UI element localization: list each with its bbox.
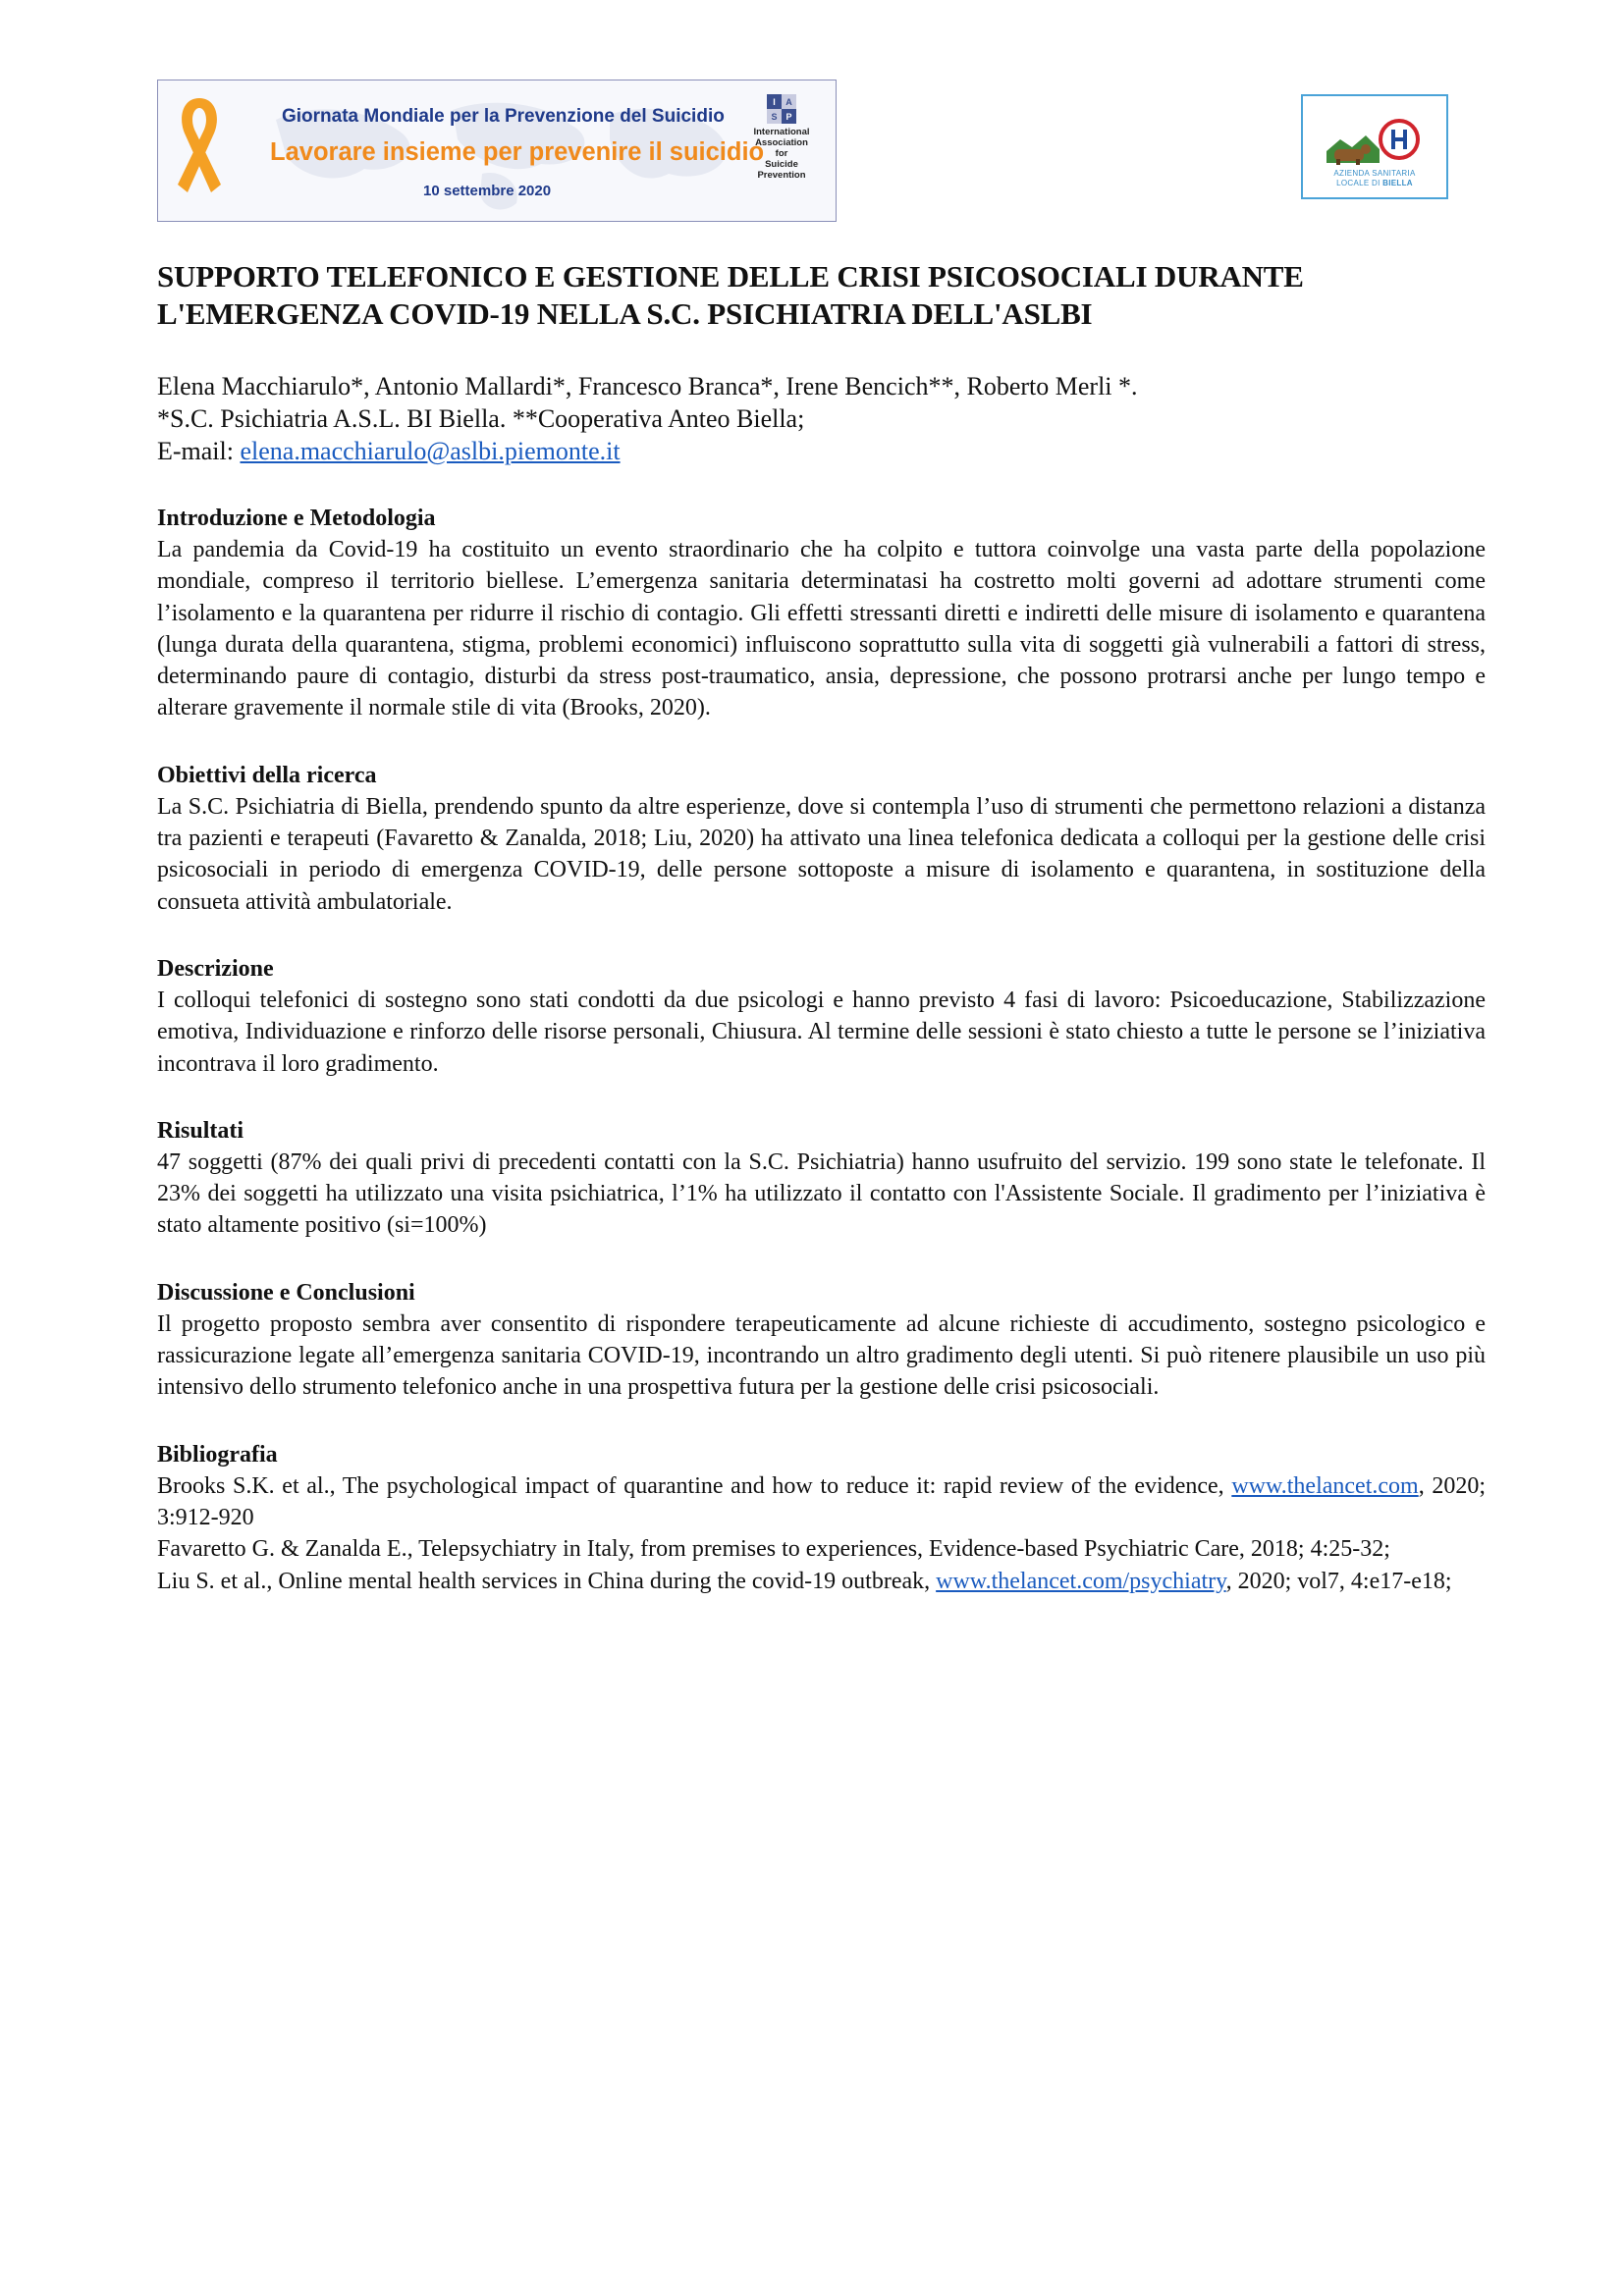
bib-link[interactable]: www.thelancet.com bbox=[1231, 1472, 1419, 1499]
bib-text: , 2020; 3:912-920 bbox=[157, 1472, 1487, 1530]
title-line: L'EMERGENZA COVID-19 NELLA S.C. PSICHIATRIA DELL'ASLBI bbox=[157, 296, 1093, 331]
authors: Elena Macchiarulo*, Antonio Mallardi*, Francesco Branca*, Irene Bencich**, Roberto Merli *. bbox=[157, 372, 1138, 400]
email-label: E-mail: bbox=[157, 437, 241, 465]
iasp-name-line: Prevention bbox=[757, 170, 806, 181]
iasp-name-line: Association bbox=[755, 137, 808, 148]
awareness-ribbon-icon bbox=[172, 94, 227, 208]
document-body bbox=[157, 258, 1486, 1597]
bibliography-item bbox=[157, 1470, 1486, 1534]
bib-text: Brooks S.K. et al., The psychological impact of quarantine and how to reduce it: rapid review of the evidence, bbox=[157, 1472, 1232, 1499]
iasp-letter-p: P bbox=[785, 112, 792, 122]
banner-date: 10 settembre 2020 bbox=[423, 183, 552, 199]
section-body: La pandemia da Covid-19 ha costituito un evento straordinario che ha colpito e tuttora coinvolge una vasta parte della popolazione mondiale, compreso il territorio biellese. L’emergenza sanitaria determinatasi ha costretto molti governi ad adottare strumenti come l’isolamento e la quarantena per ridurre il rischio di contagio. Gli effetti stressanti diretti e indiretti delle misure di isolamento e quarantena (lunga durata della quarantena, stigma, problemi economici) influiscono soprattutto sulla vita di soggetti già vulnerabili a fattori di stress, determinando paure di contagio, disturbi da stress post-traumatico, ansia, depressione, che possono protrarsi anche per lungo tempo e alterare gravemente il normale stile di vita (Brooks, 2020). bbox=[157, 537, 1486, 721]
email-line bbox=[157, 435, 1486, 467]
section-body: I colloqui telefonici di sostegno sono stati condotti da due psicologi e hanno previsto 4 fasi di lavoro: Psicoeducazione, Stabilizzazione emotiva, Individuazione e rinforzo delle risorse personali, Chiusura. Al termine delle sessioni è stato chiesto a tutte le persone se l’iniziativa incontrava il loro gradimento. bbox=[157, 987, 1486, 1077]
section-body: La S.C. Psichiatria di Biella, prendendo spunto da altre esperienze, dove si contempla l’uso di strumenti che permettono relazioni a distanza tra pazienti e terapeuti (Favaretto & Zanalda, 2018; Liu, 2020) ha attivato una linea telefonica dedicata a colloqui per la gestione delle crisi psicosociali in periodo di emergenza COVID-19, delle persone sottoposte a misure di isolamento e quarantena, in sostituzione della consueta attività ambulatoriale. bbox=[157, 793, 1486, 915]
section-results bbox=[157, 1115, 1486, 1242]
asl-biella-logo bbox=[1301, 94, 1448, 199]
section-heading: Discussione e Conclusioni bbox=[157, 1279, 415, 1306]
iasp-name-line: Suicide bbox=[765, 159, 798, 170]
title-line: SUPPORTO TELEFONICO E GESTIONE DELLE CRISI PSICOSOCIALI DURANTE bbox=[157, 259, 1304, 294]
iasp-letter-a: A bbox=[785, 97, 792, 107]
bib-text: , 2020; vol7, 4:e17-e18; bbox=[1225, 1568, 1452, 1594]
bib-text: Favaretto G. & Zanalda E., Telepsychiatry in Italy, from premises to experiences, Evidence-based Psychiatric Care, 2018; 4:25-32; bbox=[157, 1536, 1390, 1563]
section-introduction bbox=[157, 503, 1486, 724]
section-description bbox=[157, 953, 1486, 1080]
asl-caption bbox=[1303, 169, 1446, 188]
iasp-name bbox=[745, 127, 818, 181]
section-heading: Obiettivi della ricerca bbox=[157, 762, 377, 788]
section-bibliography bbox=[157, 1439, 1486, 1597]
section-discussion bbox=[157, 1277, 1486, 1404]
section-heading: Introduzione e Metodologia bbox=[157, 506, 436, 531]
iasp-name-line: for bbox=[775, 148, 788, 159]
bibliography-item bbox=[157, 1533, 1486, 1565]
iasp-logo-icon bbox=[767, 94, 796, 124]
affiliations: *S.C. Psichiatria A.S.L. BI Biella. **Cooperativa Anteo Biella; bbox=[157, 404, 805, 433]
email-link[interactable]: elena.macchiarulo@aslbi.piemonte.it bbox=[240, 437, 621, 465]
asl-caption-line: AZIENDA SANITARIA bbox=[1333, 169, 1416, 178]
event-banner bbox=[157, 80, 837, 222]
asl-caption-text: LOCALE DI bbox=[1336, 179, 1380, 187]
bibliography-item bbox=[157, 1566, 1486, 1597]
section-body: 47 soggetti (87% dei quali privi di precedenti contatti con la S.C. Psichiatria) hanno usufruito del servizio. 199 sono state le telefonate. Il 23% dei soggetti ha utilizzato una visita psichiatrica, l’1% ha utilizzato il contatto con l'Assistente Sociale. Il gradimento per l’iniziativa è stato altamente positivo (si=100%) bbox=[157, 1148, 1486, 1239]
section-heading: Descrizione bbox=[157, 955, 274, 982]
authors-block bbox=[157, 370, 1486, 467]
iasp-name-line: International bbox=[753, 127, 810, 137]
asl-caption-line bbox=[1303, 179, 1446, 188]
section-heading: Bibliografia bbox=[157, 1441, 278, 1468]
banner-subtitle: Lavorare insieme per prevenire il suicidio bbox=[270, 138, 765, 166]
iasp-letter-s: S bbox=[771, 112, 778, 122]
section-heading: Risultati bbox=[157, 1117, 244, 1144]
bib-link[interactable]: www.thelancet.com/psychiatry bbox=[936, 1568, 1226, 1594]
asl-emblem-icon bbox=[1326, 118, 1423, 167]
bib-text: Liu S. et al., Online mental health services in China during the covid-19 outbreak, bbox=[157, 1568, 937, 1594]
iasp-letter-i: I bbox=[773, 97, 776, 107]
document-title bbox=[157, 258, 1486, 333]
section-body: Il progetto proposto sembra aver consentito di rispondere terapeuticamente ad alcune richieste di accudimento, sostegno psicologico e rassicurazione legate all’emergenza sanitaria COVID-19, incontrando un altro gradimento degli utenti. Si può ritenere plausibile un uso più intensivo dello strumento telefonico anche in una prospettiva futura per la gestione delle crisi psicosociali. bbox=[157, 1310, 1486, 1401]
asl-caption-city: BIELLA bbox=[1382, 179, 1413, 187]
banner-title: Giornata Mondiale per la Prevenzione del Suicidio bbox=[282, 106, 725, 127]
section-objectives bbox=[157, 760, 1486, 918]
